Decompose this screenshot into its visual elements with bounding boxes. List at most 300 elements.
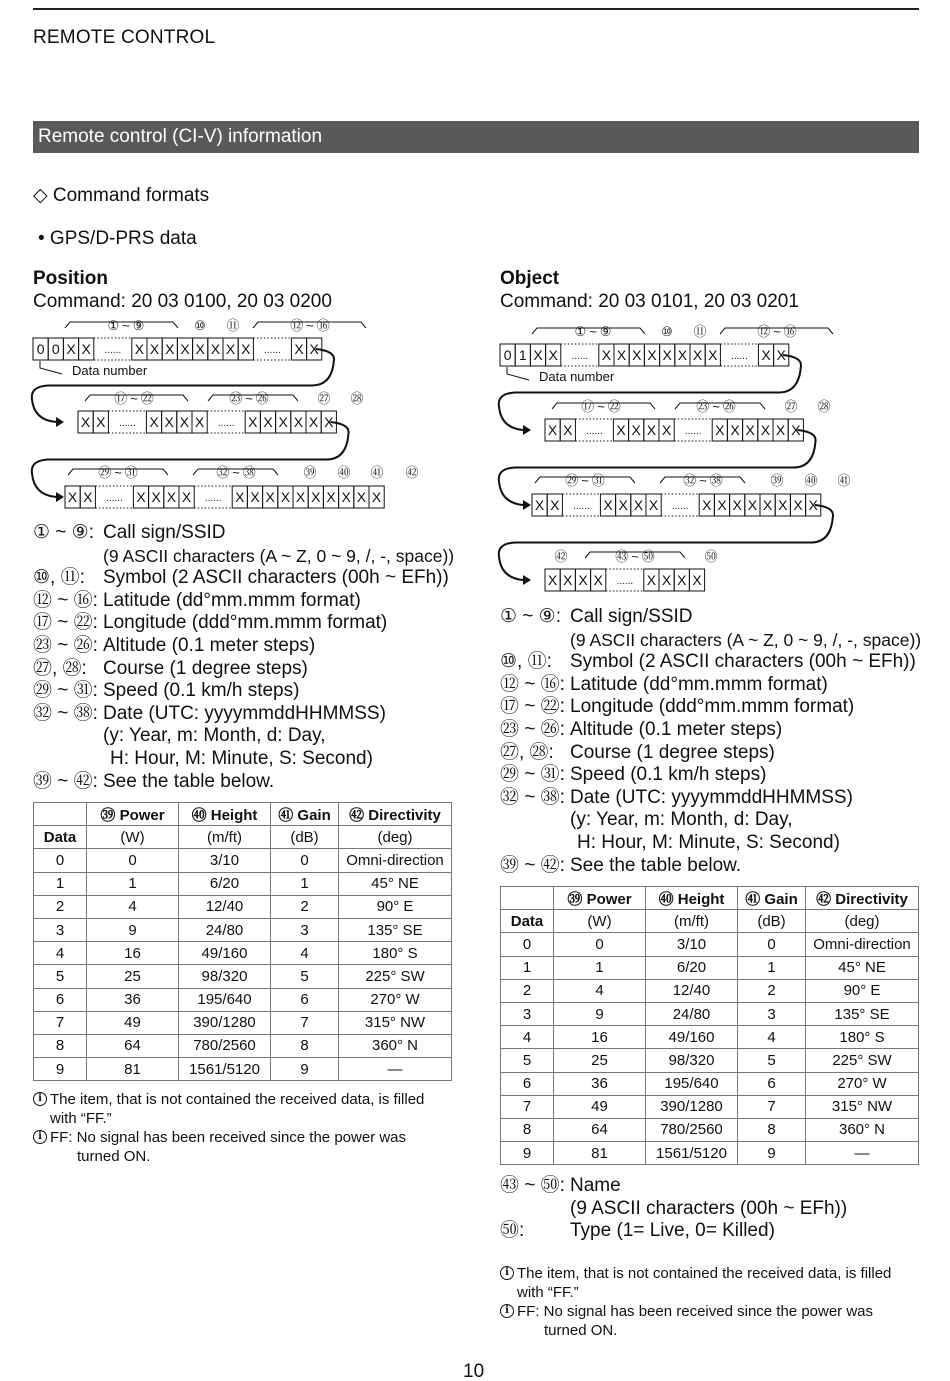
- table-cell: Omni-direction: [339, 849, 452, 872]
- diagram-field-label: [565, 473, 605, 488]
- table-cell: 4: [87, 895, 179, 918]
- diagram-field-label: [226, 318, 239, 333]
- position-data-diagram: [28, 312, 448, 517]
- diagram-field-label-part: ⑨: [599, 324, 612, 339]
- diagram-byte-value: X: [195, 341, 205, 357]
- table-cell: 315° NW: [806, 1095, 919, 1118]
- diagram-field-label: [194, 318, 206, 333]
- diagram-field-label-part: ㊶: [370, 465, 384, 480]
- legend-key: ㉙ ~ ㉛:: [500, 764, 565, 786]
- diagram-byte-value: X: [371, 489, 382, 505]
- diagram-field-label-part: ㉖: [255, 391, 269, 406]
- table-cell: 8: [501, 1118, 554, 1141]
- table-cell: Omni-direction: [806, 933, 919, 956]
- diagram-byte-value: X: [761, 347, 771, 363]
- diagram-arrowhead: [523, 500, 531, 510]
- diagram-byte-value: X: [151, 489, 161, 505]
- diagram-field-label-part: ㉖: [722, 399, 736, 414]
- diagram-byte-value: X: [533, 347, 543, 363]
- diagram-field-label-part: ⑰: [581, 399, 595, 414]
- table-cell: 2: [501, 979, 554, 1002]
- table-cell: 1: [738, 956, 806, 979]
- diagram-field-label-part: ⑫: [757, 324, 771, 339]
- table-header-cell: ㊵ Height: [179, 803, 271, 826]
- diagram-ellipsis: ......: [264, 345, 281, 356]
- diagram-field-label: [216, 465, 256, 480]
- table-cell: 195/640: [646, 1072, 738, 1095]
- diagram-field-label: [704, 549, 717, 564]
- table-cell: 270° W: [806, 1072, 919, 1095]
- info-icon: i: [500, 1304, 514, 1318]
- diagram-arrowhead: [56, 417, 64, 427]
- table-cell: 4: [271, 942, 339, 965]
- diagram-field-label-part: ⑨: [132, 318, 145, 333]
- diagram-byte-value: X: [646, 572, 657, 588]
- diagram-ellipsis: ......: [104, 345, 122, 356]
- object-extra-legend: [500, 1175, 847, 1243]
- table-cell: 1: [87, 872, 179, 895]
- table-cell: 4: [501, 1026, 554, 1049]
- diagram-byte-value: X: [633, 497, 644, 513]
- diagram-arrowhead: [56, 492, 64, 502]
- legend-key: ① ~ ⑨:: [33, 522, 94, 543]
- diagram-byte-value: X: [747, 497, 758, 513]
- table-cell: 270° W: [339, 988, 452, 1011]
- diagram-byte-value: X: [235, 489, 245, 505]
- diagram-field-label-part: ㉓: [696, 399, 710, 414]
- diagram-field-label: [804, 473, 817, 488]
- diagram-byte-value: X: [341, 489, 351, 505]
- legend-item: [500, 696, 921, 719]
- diagram-field-label-part: ㊿: [704, 549, 718, 564]
- legend-key: ① ~ ⑨:: [500, 606, 561, 627]
- diagram-ellipsis: ......: [106, 493, 123, 504]
- table-cell: 12/40: [646, 979, 738, 1002]
- position-command: Command: 20 03 0100, 20 03 0200: [33, 291, 332, 312]
- diagram-byte-value: X: [603, 497, 613, 513]
- table-cell: 9: [738, 1142, 806, 1165]
- diagram-byte-value: X: [661, 572, 672, 588]
- table-cell: 4: [554, 979, 646, 1002]
- page-number: 10: [463, 1361, 485, 1381]
- table-cell: 315° NW: [339, 1011, 452, 1034]
- legend-item: [500, 674, 921, 697]
- table-header-row: [34, 803, 452, 826]
- table-cell: 49: [87, 1011, 179, 1034]
- diagram-field-label: [98, 465, 138, 480]
- table-cell: 1: [501, 956, 554, 979]
- diagram-byte-value: X: [294, 341, 304, 357]
- table-cell: 98/320: [646, 1049, 738, 1072]
- table-cell: 3: [501, 1002, 554, 1025]
- diagram-field-label-part: ㉛: [124, 465, 138, 480]
- diagram-field-label-part: ㉙: [98, 465, 112, 480]
- legend-continuation: (9 ASCII characters (00h ~ EFh)): [570, 1197, 848, 1219]
- legend-text: Call sign/SSID: [103, 522, 226, 543]
- diagram-field-label-part: ㉛: [591, 473, 605, 488]
- diagram-byte-value: X: [324, 414, 334, 430]
- diagram-byte-value: X: [96, 414, 106, 430]
- diagram-field-label-part: ~: [581, 473, 589, 488]
- table-cell: 1: [271, 872, 339, 895]
- table-cell: 0: [738, 933, 806, 956]
- table-cell: 390/1280: [646, 1095, 738, 1118]
- chapter-title: REMOTE CONTROL: [33, 27, 216, 48]
- diagram-byte-value: X: [165, 341, 175, 357]
- table-cell: 9: [271, 1058, 339, 1081]
- diagram-field-label-part: ㉗: [784, 399, 798, 414]
- table-cell: 45° NE: [339, 872, 452, 895]
- info-icon: i: [33, 1092, 47, 1106]
- table-header-row: [501, 887, 919, 910]
- diagram-byte-value: X: [309, 341, 319, 357]
- legend-item: [33, 658, 454, 681]
- diagram-byte-value: X: [210, 341, 221, 357]
- diagram-field-label: [581, 399, 621, 414]
- legend-item: [33, 680, 454, 703]
- diagram-field-label: [303, 465, 316, 480]
- diagram-byte-value: X: [702, 497, 712, 513]
- diagram-field-label: [575, 324, 612, 339]
- diagram-byte-value: X: [81, 341, 91, 357]
- table-cell: 135° SE: [806, 1002, 919, 1025]
- diagram-byte-value: X: [631, 422, 641, 438]
- table-cell: 1561/5120: [646, 1142, 738, 1165]
- legend-continuation: (9 ASCII characters (A ~ Z, 0 ~ 9, /, -, space)): [570, 629, 922, 650]
- diagram-byte-value: X: [263, 414, 273, 430]
- diagram-ellipsis: ......: [731, 351, 748, 362]
- table-cell: 5: [738, 1049, 806, 1072]
- table-row: [34, 988, 452, 1011]
- diagram-byte-value: X: [547, 572, 558, 588]
- legend-text: Name: [570, 1175, 621, 1196]
- diagram-byte-value: X: [661, 422, 672, 438]
- diagram-byte-value: X: [194, 414, 205, 430]
- diagram-byte-value: X: [662, 347, 672, 363]
- table-cell: 49: [554, 1095, 646, 1118]
- diagram-byte-value: X: [548, 347, 558, 363]
- table-cell: 6/20: [179, 872, 271, 895]
- diagram-field-label-part: ㊶: [837, 473, 851, 488]
- command-formats-heading: ◇ Command formats: [33, 185, 210, 206]
- table-cell: 6: [501, 1072, 554, 1095]
- diagram-field-label: [615, 549, 655, 564]
- legend-key: ⑩, ⑪:: [33, 567, 85, 589]
- diagram-field-label: [337, 465, 350, 480]
- table-cell: 5: [271, 965, 339, 988]
- table-cell: 0: [271, 849, 339, 872]
- diagram-ellipsis: ......: [616, 576, 634, 587]
- diagram-byte-value: X: [717, 497, 727, 513]
- table-cell: 360° N: [806, 1118, 919, 1141]
- legend-item: [500, 855, 921, 878]
- diagram-byte-value: X: [648, 497, 659, 513]
- diagram-byte-value: X: [677, 347, 688, 363]
- table-cell: 9: [501, 1142, 554, 1165]
- diagram-byte-value: 0: [503, 347, 512, 363]
- data-number-pointer: [507, 367, 529, 380]
- table-row: [34, 849, 452, 872]
- legend-text: Altitude (0.1 meter steps): [570, 718, 783, 740]
- diagram-byte-value: X: [563, 572, 573, 588]
- legend-item: [500, 742, 921, 765]
- diagram-byte-value: X: [692, 572, 702, 588]
- table-cell: 90° E: [806, 979, 919, 1002]
- table-cell: 6: [738, 1072, 806, 1095]
- diagram-byte-value: X: [563, 422, 573, 438]
- diagram-field-label-part: ㊷: [405, 465, 419, 480]
- table-cell: 7: [34, 1011, 87, 1034]
- table-header-cell: ㊵ Height: [646, 887, 738, 910]
- table-header-cell: ㊶ Gain: [738, 887, 806, 910]
- table-cell: 3/10: [646, 933, 738, 956]
- table-cell: 0: [34, 849, 87, 872]
- diagram-byte-value: 1: [518, 347, 527, 363]
- legend-item: [500, 1175, 847, 1198]
- table-cell: 7: [738, 1095, 806, 1118]
- data-number-pointer: [40, 361, 62, 374]
- legend-text: Altitude (0.1 meter steps): [103, 634, 316, 656]
- diagram-byte-value: X: [265, 489, 275, 505]
- diagram-byte-value: X: [732, 497, 742, 513]
- table-cell: 5: [501, 1049, 554, 1072]
- diagram-byte-value: X: [692, 347, 703, 363]
- table-cell: 3: [34, 918, 87, 941]
- legend-key: ㉓ ~ ㉖:: [500, 718, 565, 740]
- table-header-cell: ㊷ Directivity: [339, 803, 452, 826]
- legend-continuation: H: Hour, M: Minute, S: Second): [110, 747, 373, 769]
- object-data-table: [500, 886, 919, 1165]
- diagram-field-label-part: ㉙: [565, 473, 579, 488]
- diagram-field-label-part: ㉓: [229, 391, 243, 406]
- table-cell: 64: [554, 1118, 646, 1141]
- diagram-field-label: [114, 391, 154, 406]
- position-notes: [33, 1090, 424, 1166]
- table-row: [501, 933, 919, 956]
- diagram-byte-value: X: [83, 489, 93, 505]
- diagram-field-label: [317, 391, 330, 406]
- diagram-field-label-part: ~: [245, 391, 253, 406]
- legend-item: [33, 635, 454, 658]
- legend-text: Course (1 degree steps): [570, 741, 775, 763]
- legend-text: Speed (0.1 km/h steps): [103, 680, 300, 702]
- diagram-field-label: [757, 324, 797, 339]
- table-row: [501, 1002, 919, 1025]
- object-legend: [500, 606, 921, 877]
- legend-key: ㉗, ㉘:: [33, 657, 87, 679]
- diagram-field-label-part: ⑪: [226, 318, 240, 333]
- diagram-byte-value: X: [356, 489, 367, 505]
- diagram-byte-value: X: [241, 341, 251, 357]
- diagram-field-label-part: ~: [122, 318, 130, 333]
- diagram-field-label: [290, 318, 330, 333]
- table-cell: 780/2560: [179, 1034, 271, 1057]
- diagram-ellipsis: ......: [571, 351, 589, 362]
- note-text: turned ON.: [544, 1322, 618, 1339]
- table-cell: 6/20: [646, 956, 738, 979]
- note-text: turned ON.: [77, 1148, 151, 1165]
- table-row: [34, 918, 452, 941]
- legend-key: ⑰ ~ ㉒:: [500, 696, 565, 718]
- table-row: [501, 1049, 919, 1072]
- note-text: with “FF.”: [517, 1284, 579, 1301]
- legend-key: ㉓ ~ ㉖:: [33, 634, 98, 656]
- diagram-field-label: [696, 399, 736, 414]
- diagram-field-label-part: ㉒: [607, 399, 621, 414]
- diagram-byte-value: X: [66, 341, 76, 357]
- table-cell: —: [339, 1058, 452, 1081]
- diagram-field-label-part: ㉗: [317, 391, 331, 406]
- legend-text: Symbol (2 ASCII characters (00h ~ EFh)): [570, 651, 916, 673]
- table-unit-cell: Data: [34, 826, 87, 849]
- diagram-field-label: [661, 324, 673, 339]
- diagram-ellipsis: ......: [119, 418, 136, 429]
- diagram-field-label-part: ㉜: [683, 473, 697, 488]
- diagram-field-label-part: ㊷: [554, 549, 568, 564]
- diagram-byte-value: X: [308, 414, 319, 430]
- table-unit-cell: (dB): [271, 826, 339, 849]
- diagram-byte-value: X: [225, 341, 236, 357]
- diagram-field-label-part: ⑩: [661, 324, 673, 339]
- table-row: [34, 965, 452, 988]
- table-unit-cell: (m/ft): [646, 910, 738, 933]
- diagram-field-label-part: ㊳: [242, 465, 256, 480]
- table-row: [501, 1026, 919, 1049]
- diagram-arrowhead: [523, 425, 531, 435]
- diagram-field-label-part: ~: [589, 324, 597, 339]
- top-rule: [33, 8, 919, 10]
- diagram-field-label: [817, 399, 830, 414]
- legend-text: Symbol (2 ASCII characters (00h ~ EFh)): [103, 567, 449, 589]
- table-cell: 24/80: [646, 1002, 738, 1025]
- diagram-byte-value: X: [179, 414, 190, 430]
- diagram-field-label: [837, 473, 850, 488]
- diagram-byte-value: 0: [51, 341, 60, 357]
- diagram-byte-value: X: [248, 414, 258, 430]
- diagram-field-label-part: ㊿: [641, 549, 655, 564]
- diagram-ellipsis: ......: [204, 493, 222, 504]
- data-number-label: Data number: [72, 363, 148, 378]
- diagram-field-label: [370, 465, 383, 480]
- diagram-byte-value: X: [760, 422, 771, 438]
- legend-item: [33, 771, 454, 794]
- table-cell: 98/320: [179, 965, 271, 988]
- table-row: [501, 1095, 919, 1118]
- legend-item: [500, 606, 921, 629]
- legend-text: See the table below.: [570, 854, 742, 876]
- diagram-field-label-part: ~: [232, 465, 240, 480]
- diagram-field-label-part: ~: [712, 399, 720, 414]
- table-cell: 225° SW: [339, 965, 452, 988]
- table-cell: 1: [34, 872, 87, 895]
- diagram-byte-value: X: [67, 489, 78, 505]
- legend-text: See the table below.: [103, 770, 275, 792]
- diagram-field-label-part: ⑯: [316, 318, 330, 333]
- diagram-field-label-part: ⑩: [194, 318, 206, 333]
- diagram-bracket: [675, 403, 765, 409]
- diagram-field-label-part: ~: [597, 399, 605, 414]
- table-cell: 9: [87, 918, 179, 941]
- legend-key: ⑫ ~ ⑯:: [33, 589, 98, 611]
- table-row: [34, 1011, 452, 1034]
- table-cell: 36: [87, 988, 179, 1011]
- note-text: with “FF.”: [50, 1110, 112, 1127]
- legend-text: Longitude (ddd°mm.mmm format): [103, 612, 388, 634]
- diagram-byte-value: X: [550, 497, 560, 513]
- diagram-byte-value: X: [762, 497, 773, 513]
- table-cell: 195/640: [179, 988, 271, 1011]
- table-cell: 3/10: [179, 849, 271, 872]
- table-units-row: [34, 826, 452, 849]
- diagram-field-label-part: ㊳: [709, 473, 723, 488]
- diagram-byte-value: X: [149, 414, 159, 430]
- diagram-field-label-part: ~: [773, 324, 781, 339]
- diagram-field-label-part: ~: [699, 473, 707, 488]
- legend-key: ㉜ ~ ㊳:: [500, 786, 565, 808]
- info-icon: i: [500, 1266, 514, 1280]
- diagram-byte-value: X: [776, 347, 786, 363]
- legend-item: [500, 1220, 847, 1243]
- table-cell: 135° SE: [339, 918, 452, 941]
- note-text: FF: No signal has been received since the power was: [50, 1129, 407, 1146]
- legend-text: Longitude (ddd°mm.mmm format): [570, 696, 855, 718]
- table-cell: 9: [34, 1058, 87, 1081]
- table-unit-cell: (deg): [806, 910, 919, 933]
- diagram-field-label: [229, 391, 269, 406]
- diagram-ellipsis: ......: [586, 426, 603, 437]
- diagram-field-label-part: ㉒: [140, 391, 154, 406]
- table-cell: 4: [34, 942, 87, 965]
- table-cell: 4: [738, 1026, 806, 1049]
- diagram-byte-value: X: [618, 497, 628, 513]
- table-cell: 7: [501, 1095, 554, 1118]
- legend-continuation: (9 ASCII characters (A ~ Z, 0 ~ 9, /, -, space)): [103, 545, 455, 566]
- diagram-field-label-part: ~: [114, 465, 122, 480]
- diagram-byte-value: X: [632, 347, 642, 363]
- diagram-field-label: [784, 399, 797, 414]
- table-cell: 25: [87, 965, 179, 988]
- table-cell: 6: [34, 988, 87, 1011]
- diagram-byte-value: X: [164, 414, 174, 430]
- legend-text: Speed (0.1 km/h steps): [570, 764, 767, 786]
- diagram-byte-value: X: [578, 572, 588, 588]
- legend-key: ㉗, ㉘:: [500, 741, 554, 763]
- table-cell: 3: [738, 1002, 806, 1025]
- table-header-cell: [34, 803, 87, 826]
- table-row: [34, 942, 452, 965]
- table-cell: 12/40: [179, 895, 271, 918]
- diagram-byte-value: X: [778, 497, 788, 513]
- diagram-field-label-part: ~: [306, 318, 314, 333]
- table-row: [501, 956, 919, 979]
- diagram-field-label-part: ㊴: [770, 473, 784, 488]
- table-units-row: [501, 910, 919, 933]
- table-unit-cell: Data: [501, 910, 554, 933]
- diagram-field-label: [693, 324, 706, 339]
- legend-item: [33, 612, 454, 635]
- diagram-byte-value: X: [547, 422, 558, 438]
- diagram-byte-value: X: [134, 341, 145, 357]
- diagram-field-label: [108, 318, 145, 333]
- table-unit-cell: (W): [554, 910, 646, 933]
- gps-dprs-bullet: • GPS/D-PRS data: [38, 228, 197, 249]
- diagram-field-label-part: ①: [574, 324, 587, 339]
- note-text: FF: No signal has been received since the power was: [517, 1303, 874, 1320]
- object-data-diagram: [495, 318, 915, 598]
- table-header-cell: ㊷ Directivity: [806, 887, 919, 910]
- diagram-arrowhead: [523, 575, 531, 585]
- diagram-field-label: [350, 391, 363, 406]
